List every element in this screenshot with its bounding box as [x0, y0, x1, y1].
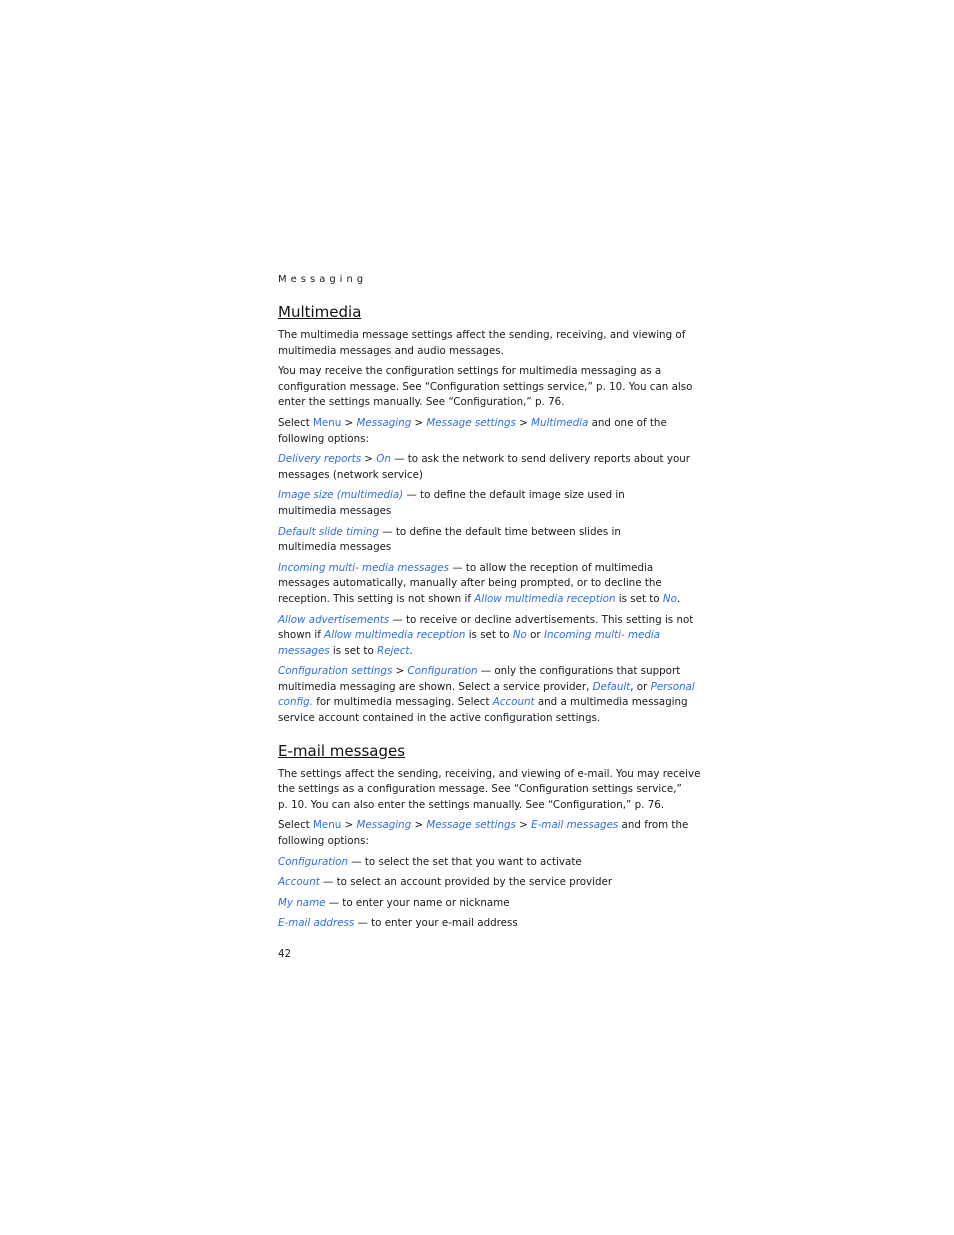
allow-multimedia-reception-link[interactable]: Allow multimedia reception [474, 592, 616, 605]
option-default-slide-timing: Default slide timing — to define the default time between slides in multimedia messages [278, 525, 621, 554]
multimedia-select-path: Select Menu > Messaging > Message settings > Multimedia and one of the following options: [278, 416, 667, 445]
personal-config-link-cont[interactable]: config. [278, 696, 313, 709]
default-link[interactable]: Default [592, 680, 631, 693]
personal-config-link[interactable]: Personal [650, 680, 695, 693]
my-name-link[interactable]: My name [278, 896, 326, 909]
incoming-multimedia-link-cont[interactable]: messages [278, 644, 330, 657]
reject-link[interactable]: Reject [377, 644, 410, 657]
menu-link[interactable]: Menu [313, 416, 342, 429]
no-link[interactable]: No [662, 592, 677, 605]
option-allow-advertisements: Allow advertisements — to receive or decline advertisements. This setting is not shown if Allow multimedia reception is set to No or Incoming multi- media messages is set to Reject. [278, 613, 694, 657]
allow-multimedia-reception-link[interactable]: Allow multimedia reception [324, 629, 466, 642]
email-option-configuration: Configuration — to select the set that you want to activate [278, 855, 582, 868]
section-title-email: E-mail messages [278, 741, 406, 760]
image-size-link[interactable]: Image size (multimedia) [278, 489, 404, 502]
message-settings-link[interactable]: Message settings [426, 819, 516, 832]
multimedia-intro: The multimedia message settings affect the sending, receiving, and viewing of multimedia messages and audio messages. [278, 329, 686, 357]
no-link[interactable]: No [512, 629, 527, 642]
multimedia-config-info: You may receive the configuration settings for multimedia messaging as a configuration message. See “Configuration settings service,” p. 10. You can also enter the settings manually. See “Configuration,” p. 76. [278, 365, 693, 409]
email-account-link[interactable]: Account [278, 876, 320, 889]
incoming-multimedia-link[interactable]: Incoming multi- media [543, 629, 661, 642]
page-number: 42 [278, 948, 292, 960]
menu-link[interactable]: Menu [313, 819, 342, 832]
email-option-email-address: E-mail address — to enter your e-mail address [278, 917, 518, 930]
option-configuration-settings: Configuration settings > Configuration — only the configurations that support multimedia messaging are shown. Select a service provider, Default, or Personal config. for multimedia messaging. Select Account and a multimedia messaging service account contained in the active configuration settings. [278, 665, 695, 725]
option-incoming-multimedia: Incoming multi- media messages — to allow the reception of multimedia messages automatically, manually after being prompted, or to decline the reception. This setting is not shown if Allow multimedia reception is set to No. [278, 561, 681, 605]
allow-advertisements-link[interactable]: Allow advertisements [278, 613, 390, 626]
email-option-account: Account — to select an account provided by the service provider [278, 876, 613, 889]
messaging-link[interactable]: Messaging [356, 819, 412, 832]
incoming-multimedia-link[interactable]: Incoming multi- media messages [278, 561, 450, 574]
email-intro: The settings affect the sending, receiving, and viewing of e-mail. You may receive the settings as a configuration message. See “Configuration settings service,” p. 10. You can also enter the settings manually. See “Configuration,” p. 76. [278, 767, 701, 811]
section-title-multimedia: Multimedia [278, 303, 362, 321]
running-head: Messaging [278, 274, 368, 285]
default-slide-timing-link[interactable]: Default slide timing [278, 525, 379, 538]
on-link[interactable]: On [376, 453, 391, 466]
email-select-path: Select Menu > Messaging > Message settings > E-mail messages and from the following options: [278, 819, 689, 848]
configuration-settings-link[interactable]: Configuration settings [278, 665, 393, 678]
account-link[interactable]: Account [492, 696, 535, 709]
messaging-link[interactable]: Messaging [356, 416, 412, 429]
multimedia-link[interactable]: Multimedia [531, 416, 589, 429]
email-configuration-link[interactable]: Configuration [278, 855, 348, 868]
page-content [278, 272, 701, 937]
email-messages-link[interactable]: E-mail messages [531, 819, 619, 832]
option-image-size: Image size (multimedia) — to define the default image size used in multimedia messages [278, 489, 625, 517]
option-delivery-reports: Delivery reports > On — to ask the network to send delivery reports about your messages (network service) [278, 453, 691, 481]
configuration-link[interactable]: Configuration [407, 665, 478, 678]
email-option-my-name: My name — to enter your name or nickname [278, 896, 510, 909]
email-address-link[interactable]: E-mail address [278, 917, 355, 930]
delivery-reports-link[interactable]: Delivery reports [278, 453, 362, 466]
message-settings-link[interactable]: Message settings [426, 416, 516, 429]
